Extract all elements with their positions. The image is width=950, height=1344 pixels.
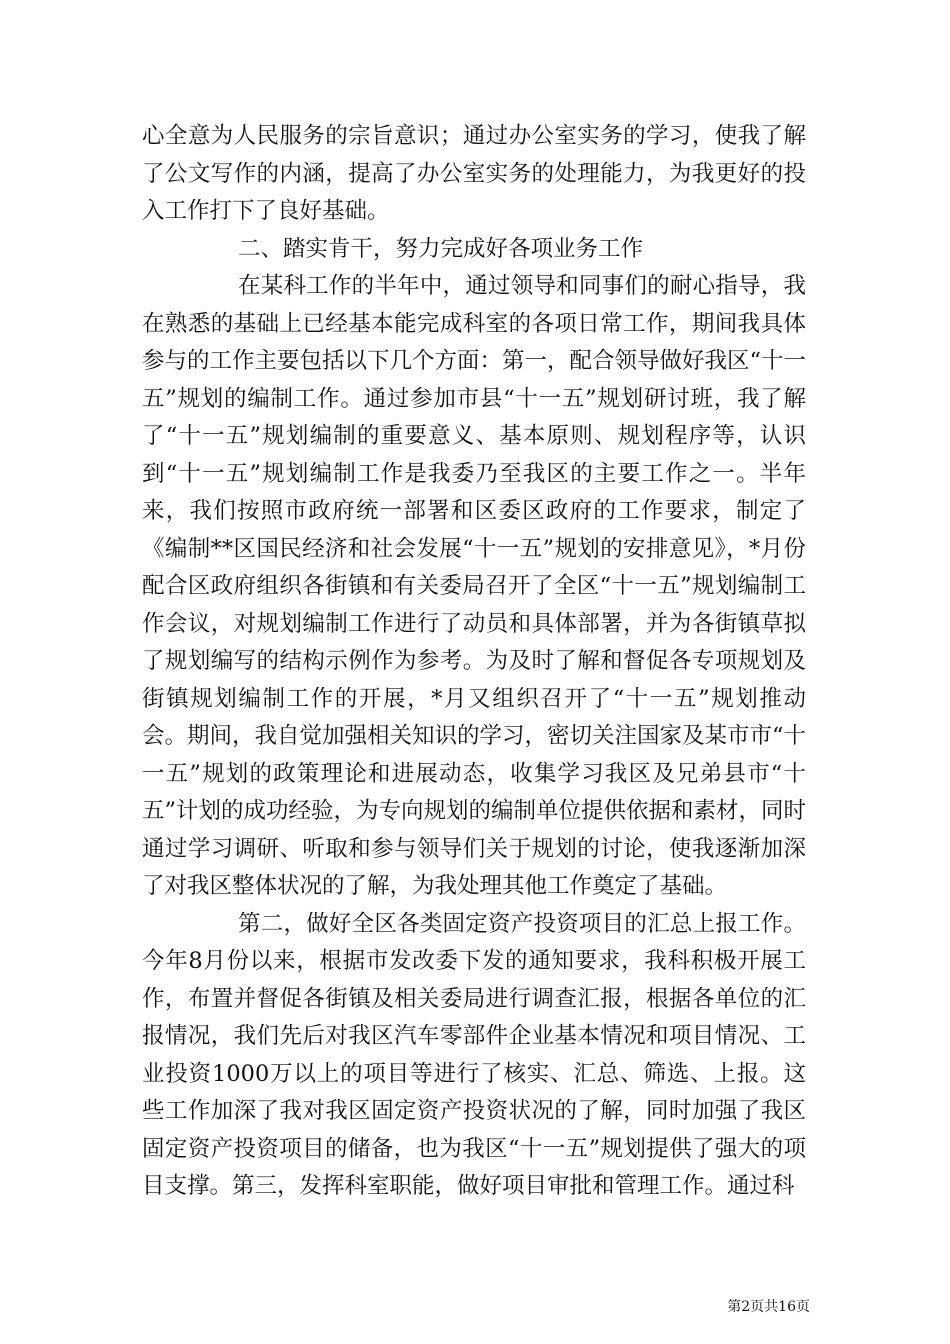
section-heading: 二、踏实肯干，努力完成好各项业务工作 <box>238 235 644 262</box>
paragraph-continuation: 心全意为人民服务的宗旨意识；通过办公室实务的学习，使我了解了公文写作的内涵，提高了办公室实务的处理能力，为我更好的投入工作打下了良好基础。 <box>142 123 806 224</box>
paragraph-first-item: 在某科工作的半年中，通过领导和同事们的耐心指导，我在熟悉的基础上已经基本能完成科室的各项日常工作，期间我具体参与的工作主要包括以下几个方面：第一，配合领导做好我区“十一五”规划的编制工作。通过参加市县“十一五”规划研讨班，我了解了“十一五”规划编制的重要意义、基本原则、规划程序等，认识到“十一五”规划编制工作是我委乃至我区的主要工作之一。半年来，我们按照市政府统一部署和区委区政府的工作要求，制定了《编制**区国民经济和社会发展“十一五”规划的安排意见》，*月份配合区政府组织各街镇和有关委局召开了全区“十一五”规划编制工作会议，对规划编制工作进行了动员和具体部署，并为各街镇草拟了规划编写的结构示例作为参考。为及时了解和督促各专项规划及街镇规划编制工作的开展，*月又组织召开了“十一五”规划推动会。期间，我自觉加强相关知识的学习，密切关注国家及某市市“十一五”规划的政策理论和进展动态，收集学习我区及兄弟县市“十五”计划的成功经验，为专向规划的编制单位提供依据和素材，同时通过学习调研、听取和参与领导们关于规划的讨论，使我逐渐加深了对我区整体状况的了解，为我处理其他工作奠定了基础。 <box>142 273 807 899</box>
page-number-footer: 第2页共16页 <box>727 1299 810 1315</box>
paragraph-second-item: 第二，做好全区各类固定资产投资项目的汇总上报工作。今年8月份以来，根据市发改委下发的通知要求，我科积极开展工作，布置并督促各街镇及相关委局进行调查汇报，根据各单位的汇报情况，我们先后对我区汽车零部件企业基本情况和项目情况、工业投资1000万以上的项目等进行了核实、汇总、筛选、上报。这些工作加深了我对我区固定资产投资状况的了解，同时加强了我区固定资产投资项目的储备，也为我区“十一五”规划提供了强大的项目支撑。第三，发挥科室职能，做好项目审批和管理工作。通过科 <box>142 910 806 1199</box>
document-body <box>142 118 806 1206</box>
